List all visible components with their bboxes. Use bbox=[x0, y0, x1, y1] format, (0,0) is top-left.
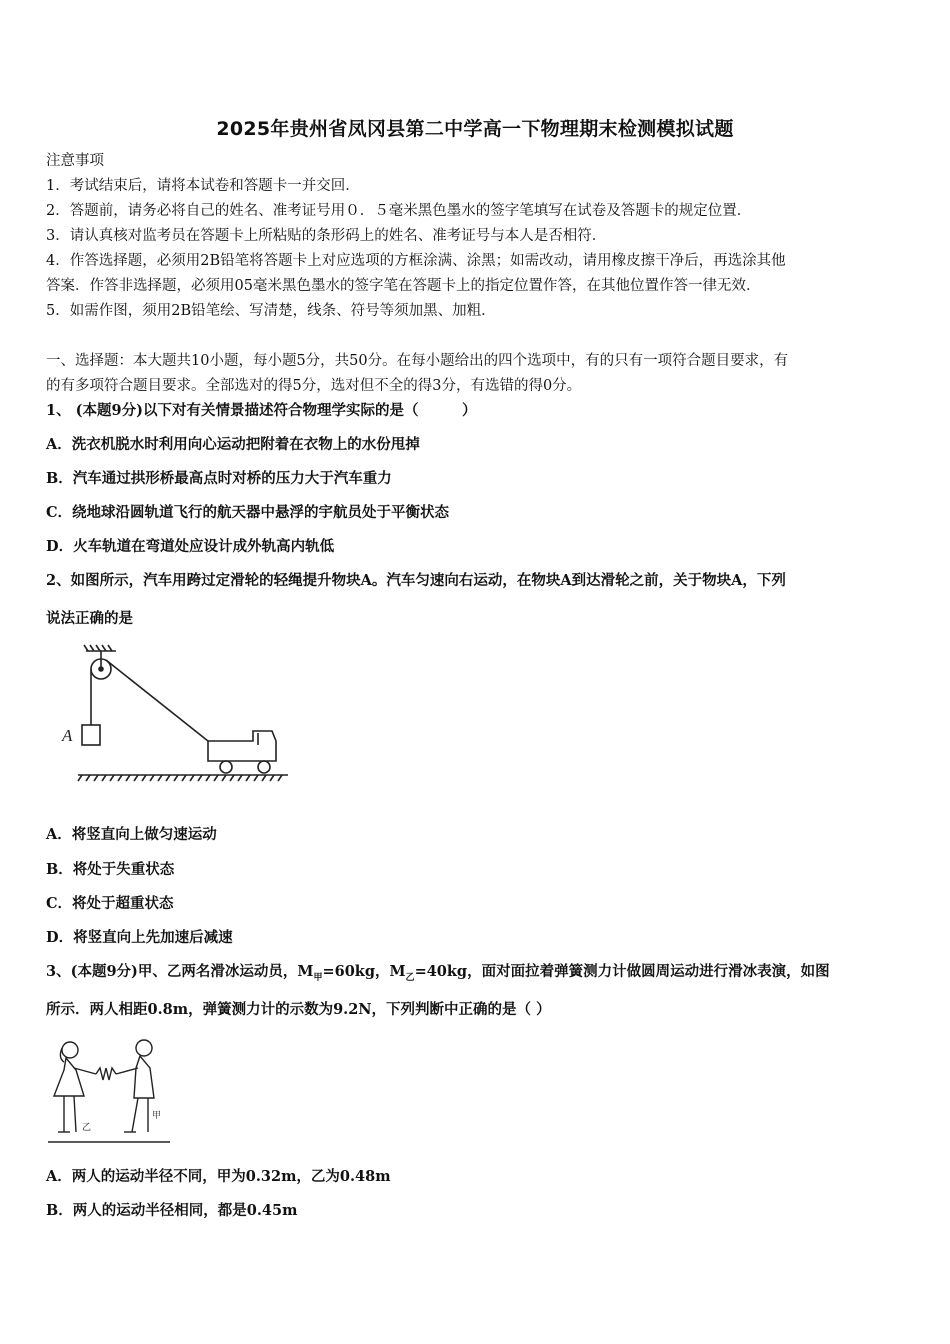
q2-stem-line1: 2、如图所示，汽车用跨过定滑轮的轻绳提升物块A。汽车匀速向右运动，在物块A到达滑轮之前，关于物块A，下列 bbox=[46, 572, 786, 589]
q1-option-a: A．洗衣机脱水时利用向心运动把附着在衣物上的水份甩掉 bbox=[46, 436, 420, 453]
notice-item-4: 4．作答选择题，必须用2B铅笔将答题卡上对应选项的方框涂满、涂黑；如需改动，请用橡皮擦干净后，再选涂其他 bbox=[46, 253, 786, 269]
q3-option-b: B．两人的运动半径相同，都是0.45m bbox=[46, 1202, 298, 1219]
q1-stem: 1、 (本题9分)以下对有关情景描述符合物理学实际的是（ ） bbox=[46, 402, 477, 419]
section-intro-line2: 的有多项符合题目要求。全部选对的得5分，选对但不全的得3分，有选错的得0分。 bbox=[46, 378, 582, 394]
q3-stem-part-c: =40kg，面对面拉着弹簧测力计做圆周运动进行滑冰表演，如图 bbox=[414, 963, 830, 980]
q3-stem-line2: 所示．两人相距0.8m，弹簧测力计的示数为9.2N，下列判断中正确的是（ ） bbox=[46, 1001, 551, 1018]
q2-option-b: B．将处于失重状态 bbox=[46, 861, 175, 878]
q3-subscript-jia: 甲 bbox=[313, 972, 323, 983]
q2-option-a: A．将竖直向上做匀速运动 bbox=[46, 826, 217, 843]
page-title: 2025年贵州省凤冈县第二中学高一下物理期末检测模拟试题 bbox=[216, 118, 734, 140]
skater-jia-label: 甲 bbox=[152, 1111, 162, 1121]
q3-stem-part-a: 3、(本题9分)甲、乙两名滑冰运动员，M bbox=[46, 963, 314, 980]
q2-stem-line2: 说法正确的是 bbox=[46, 610, 133, 627]
q1-option-d: D．火车轨道在弯道处应设计成外轨高内轨低 bbox=[46, 538, 335, 555]
notice-heading: 注意事项 bbox=[46, 153, 104, 169]
q3-subscript-yi: 乙 bbox=[405, 972, 415, 983]
skater-yi-label: 乙 bbox=[82, 1123, 92, 1133]
pulley-truck-figure bbox=[58, 643, 298, 793]
notice-item-3: 3．请认真核对监考员在答题卡上所粘贴的条形码上的姓名、准考证号与本人是否相符． bbox=[46, 228, 607, 244]
q1-option-b: B．汽车通过拱形桥最高点时对桥的压力大于汽车重力 bbox=[46, 470, 392, 487]
q3-stem-line1 bbox=[46, 963, 916, 987]
q3-option-a: A．两人的运动半径不同，甲为0.32m，乙为0.48m bbox=[46, 1168, 391, 1185]
q2-option-d: D．将竖直向上先加速后减速 bbox=[46, 929, 233, 946]
notice-item-5: 5．如需作图，须用2B铅笔绘、写清楚，线条、符号等须加黑、加粗． bbox=[46, 303, 496, 319]
notice-item-2: 2．答题前，请务必将自己的姓名、准考证号用０．５毫米黑色墨水的签字笔填写在试卷及答题卡的规定位置． bbox=[46, 203, 752, 219]
q1-option-c: C．绕地球沿圆轨道飞行的航天器中悬浮的宇航员处于平衡状态 bbox=[46, 504, 450, 521]
section-intro-line1: 一、选择题：本大题共10小题，每小题5分，共50分。在每小题给出的四个选项中，有的只有一项符合题目要求，有 bbox=[46, 353, 789, 369]
notice-item-1: 1．考试结束后，请将本试卷和答题卡一并交回． bbox=[46, 178, 360, 194]
notice-item-4-cont: 答案．作答非选择题，必须用05毫米黑色墨水的签字笔在答题卡上的指定位置作答，在其他位置作答一律无效． bbox=[46, 278, 761, 294]
q2-option-c: C．将处于超重状态 bbox=[46, 895, 174, 912]
q3-stem-part-b: =60kg，M bbox=[322, 963, 406, 980]
block-a-label: A bbox=[62, 726, 73, 745]
skaters-figure bbox=[44, 1034, 174, 1146]
